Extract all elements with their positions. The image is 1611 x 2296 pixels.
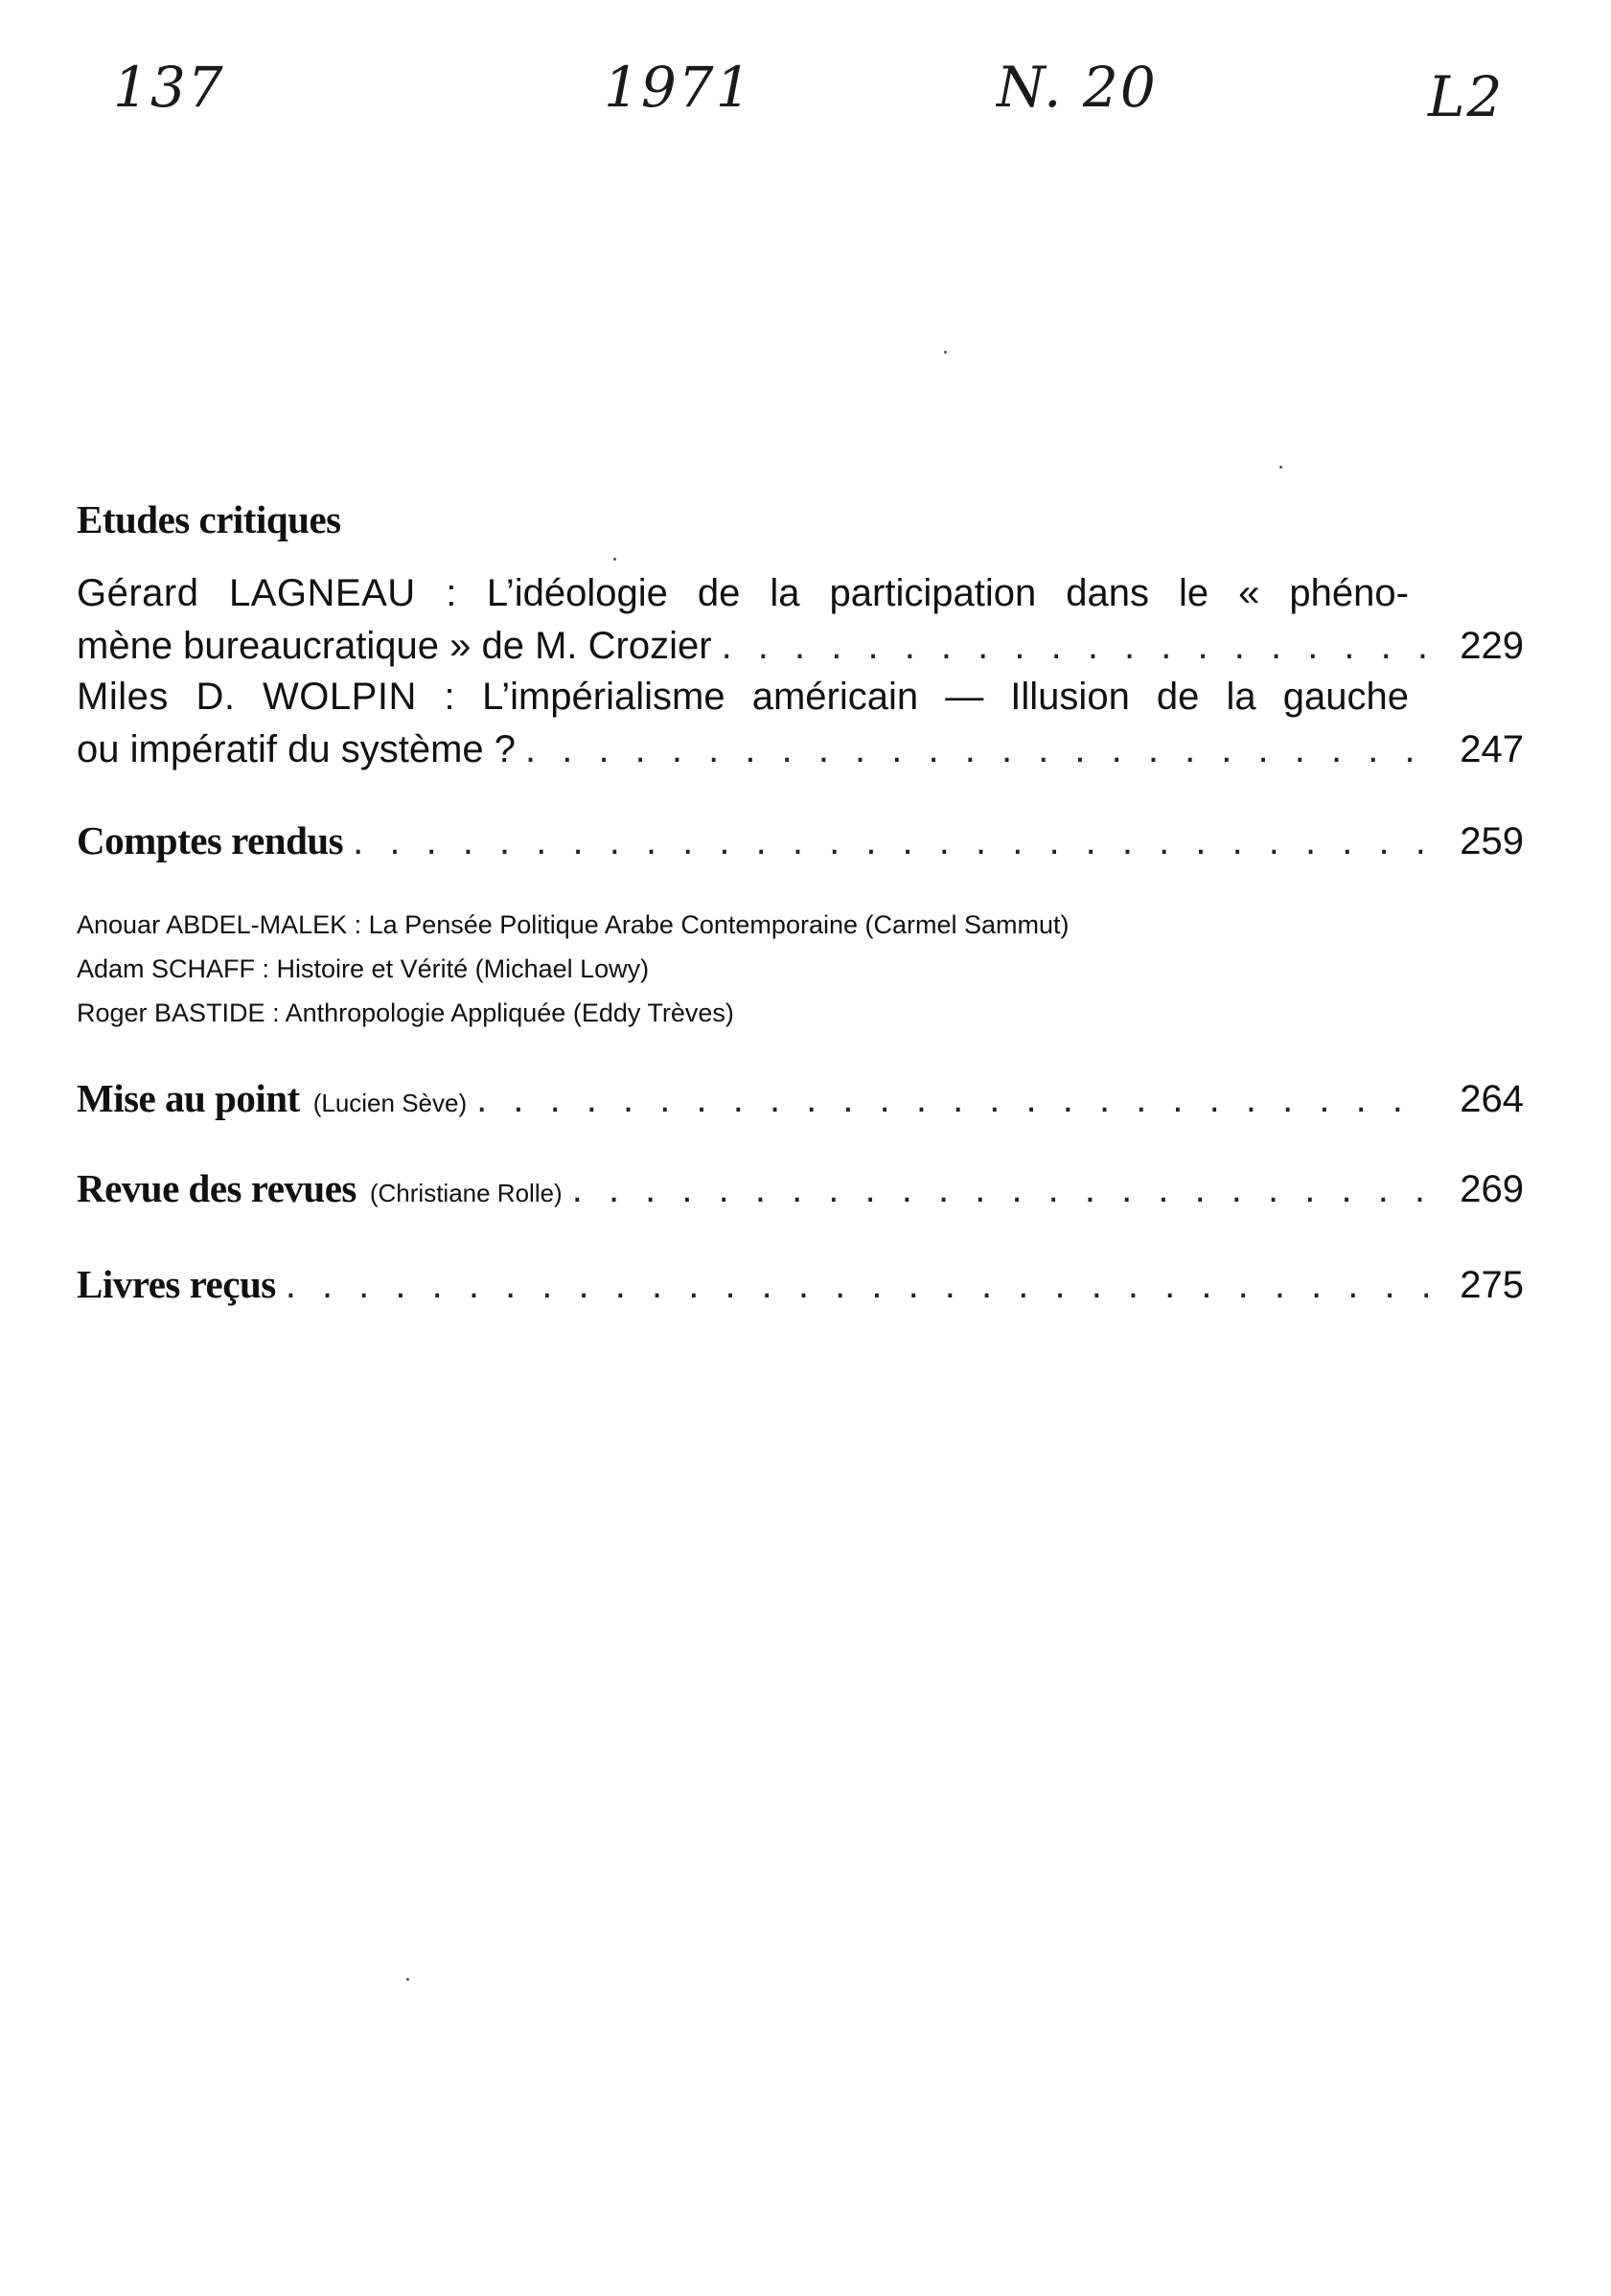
page-number: 269 [1460,1168,1524,1210]
speck [406,1978,409,1981]
handwritten-year: 1971 [604,55,753,120]
review-item: Adam SCHAFF : Histoire et Vérité (Michael Lowy) [77,954,650,983]
entry-line [77,567,1409,620]
toc-row-comptes-rendus [77,817,1524,863]
entry-title: L’idéologie de la participation dans le « phéno- [486,572,1409,614]
page-number: 275 [1460,1264,1524,1306]
leader-dots [353,820,1428,863]
section-mise-au-point: Mise au point [77,1076,300,1120]
review-item: Anouar ABDEL-MALEK : La Pensée Politique Arabe Contemporaine (Carmel Sammut) [77,910,1070,939]
entry-title: L’impérialisme américain — Illusion de la gauche [482,676,1409,718]
toc-entry [77,567,1524,673]
section-etudes-critiques: Etudes critiques [77,497,341,541]
leader-dots [572,1168,1428,1211]
section-credit: (Lucien Sève) [312,1089,468,1117]
entry-line [77,620,1524,673]
entry-title-cont: ou impératif du système ? [77,728,516,770]
toc-entry [77,671,1524,776]
entry-line [77,671,1409,723]
leader-dots [722,620,1428,673]
handwritten-code: L2 [1428,64,1505,129]
leader-dots [525,723,1428,776]
entry-author: Miles D. WOLPIN : [77,676,456,718]
section-comptes-rendus: Comptes rendus [77,818,344,862]
leader-dots [476,1078,1428,1121]
entry-title-cont: mène bureaucratique » de M. Crozier [77,625,712,667]
section-livres-recus: Livres reçus [77,1262,276,1306]
leader-dots [286,1264,1428,1307]
speck [944,351,947,354]
speck [1279,466,1282,469]
section-revue-des-revues: Revue des revues [77,1166,357,1210]
entry-author: Gérard LAGNEAU : [77,572,457,614]
page-number: 259 [1460,820,1524,862]
toc-row-livres-recus [77,1261,1524,1307]
toc-row-revue-des-revues [77,1165,1524,1211]
section-credit: (Christiane Rolle) [369,1179,563,1207]
toc-row-mise-au-point [77,1075,1524,1121]
speck [613,558,616,561]
page-number: 247 [1460,728,1524,770]
review-list [77,903,1070,1035]
page-number: 229 [1460,625,1524,667]
entry-line [77,723,1524,776]
review-item: Roger BASTIDE : Anthropologie Appliquée (Eddy Trèves) [77,999,734,1027]
handwritten-number: 137 [113,55,225,120]
handwritten-issue: N. 20 [997,55,1158,120]
page-number: 264 [1460,1078,1524,1120]
